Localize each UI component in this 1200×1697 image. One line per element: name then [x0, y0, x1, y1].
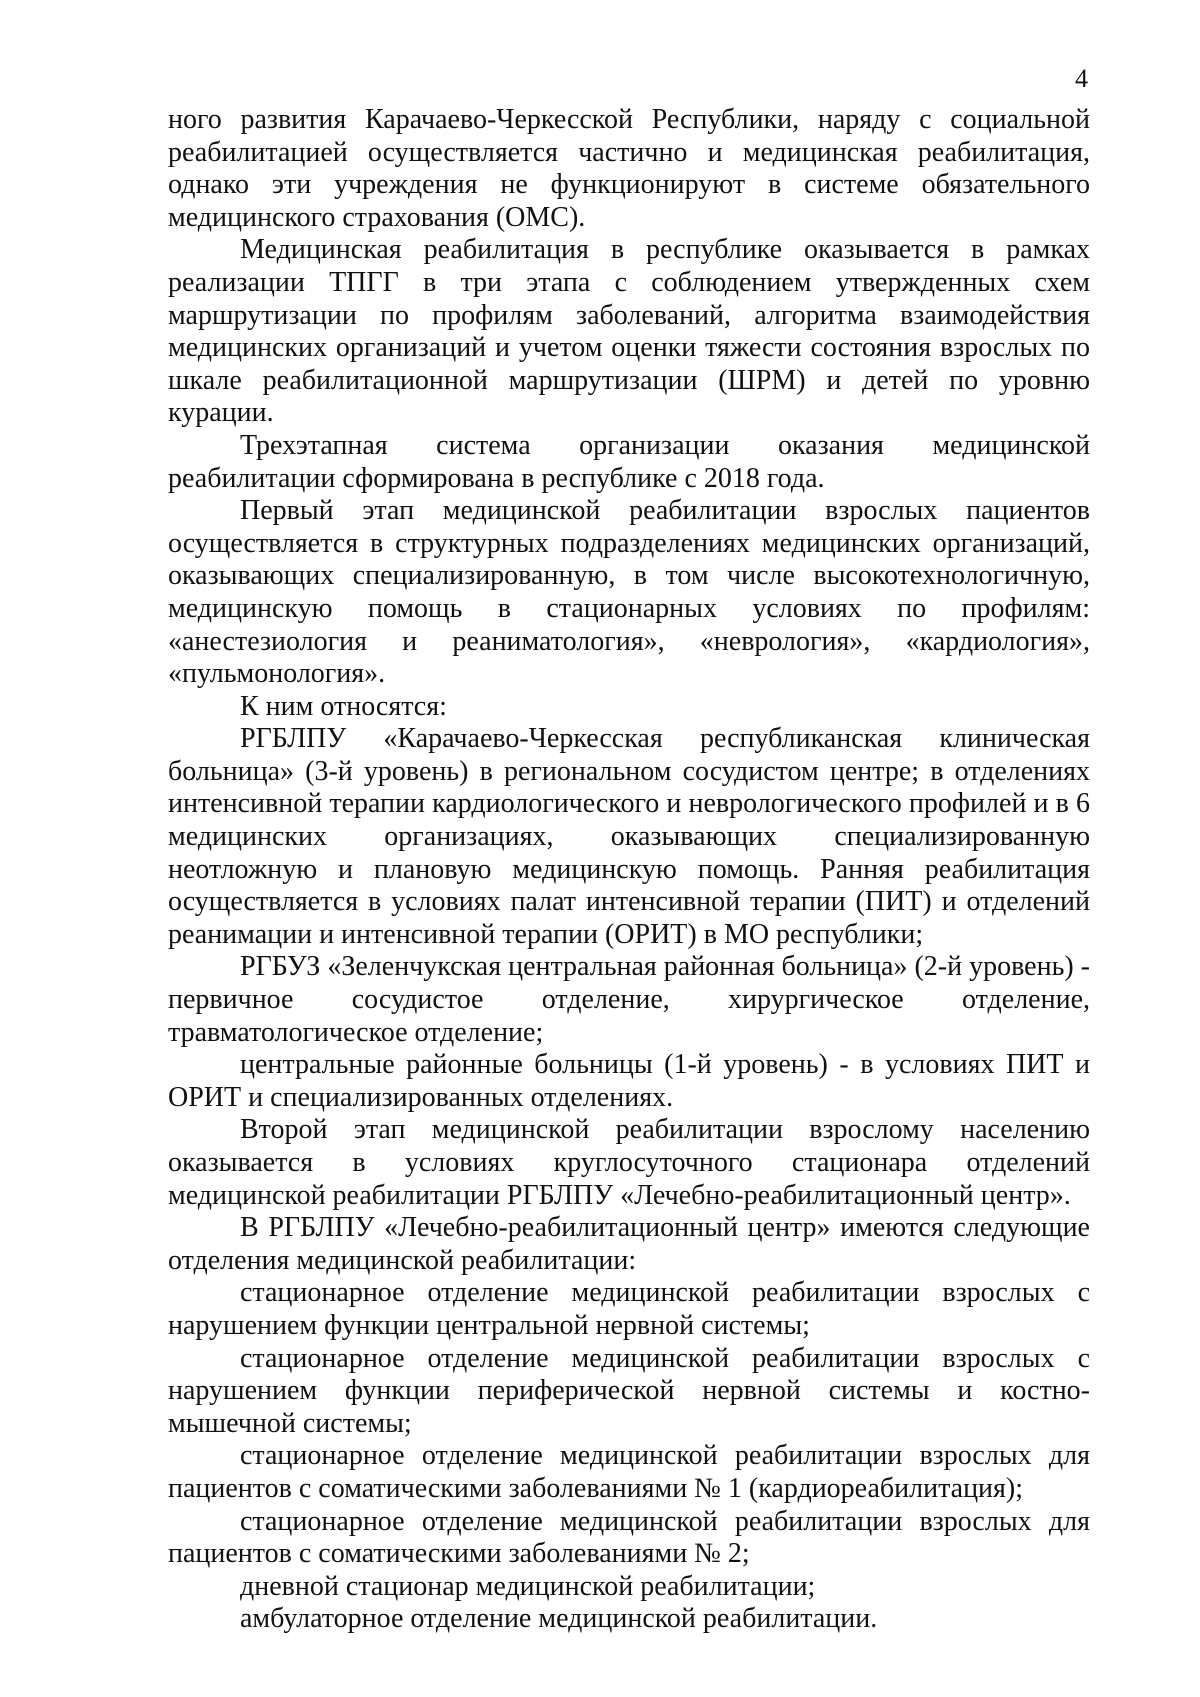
list-item-outpatient-department: амбулаторное отделение медицинской реабилитации. [240, 1603, 878, 1635]
paragraph-district-hospitals: центральные районные больницы (1-й уровень) - в условиях ПИТ и ОРИТ и специализированных отделениях. [168, 1049, 1090, 1113]
document-body [168, 104, 1090, 1636]
paragraph-second-stage: Второй этап медицинской реабилитации взрослому населению оказывается в условиях круглосуточного стационара отделений медицинской реабилитации РГБЛПУ «Лечебно-реабилитационный центр». [168, 1114, 1090, 1211]
list-item-cns-department: стационарное отделение медицинской реабилитации взрослых с нарушением функции центральной нервной системы; [168, 1277, 1090, 1341]
paragraph-rgblpu-hospital: РГБЛПУ «Карачаево-Черкесская республиканская клиническая больница» (3-й уровень) в региональном сосудистом центре; в отделениях интенсивной терапии кардиологического и неврологического профилей и в 6 медицинских организациях, оказывающих специализированную неотложную и плановую медицинскую помощь. Ранняя реабилитация осуществляется в условиях палат интенсивной терапии (ПИТ) и отделений реанимации и интенсивной терапии (ОРИТ) в МО республики; [168, 723, 1090, 950]
list-item-day-hospital: дневной стационар медицинской реабилитации; [240, 1570, 816, 1602]
list-item-somatic-2-department: стационарное отделение медицинской реабилитации взрослых для пациентов с соматическими заболеваниями № 2; [168, 1505, 1090, 1570]
list-item-somatic-1-department: стационарное отделение медицинской реабилитации взрослых для пациентов с соматическими заболеваниями № 1 (кардиореабилитация); [168, 1440, 1090, 1504]
paragraph-first-stage: Первый этап медицинской реабилитации взрослых пациентов осуществляется в структурных подразделениях медицинских организаций, оказывающих специализированную, в том числе высокотехнологичную, медицинскую помощь в стационарных условиях по профилям: «анестезиология и реаниматология», «неврология», «кардиология», «пульмонология». [168, 495, 1090, 690]
paragraph-zelenchuk-hospital: РГБУЗ «Зеленчукская центральная районная больница» (2-й уровень) - первичное сосудистое отделение, хирургическое отделение, травматологическое отделение; [168, 951, 1090, 1048]
paragraph-rehab-tpgg: Медицинская реабилитация в республике оказывается в рамках реализации ТПГГ в три этапа с соблюдением утвержденных схем маршрутизации по профилям заболеваний, алгоритма взаимодействия медицинских организаций и учетом оценки тяжести состояния взрослых по шкале реабилитационной маршрутизации (ШРМ) и детей по уровню курации. [168, 234, 1090, 429]
page-number: 4 [1075, 64, 1088, 93]
list-item-pns-department: стационарное отделение медицинской реабилитации взрослых с нарушением функции периферической нервной системы и костно-мышечной системы; [168, 1342, 1090, 1439]
paragraph-they-include: К ним относятся: [240, 690, 447, 722]
paragraph-rehab-center-departments: В РГБЛПУ «Лечебно-реабилитационный центр» имеются следующие отделения медицинской реабилитации: [168, 1212, 1090, 1276]
paragraph-three-stage-system: Трехэтапная система организации оказания медицинской реабилитации сформирована в республике с 2018 года. [168, 429, 1090, 494]
paragraph-continuation: ного развития Карачаево-Черкесской Республики, наряду с социальной реабилитацией осуществляется частично и медицинская реабилитация, однако эти учреждения не функционируют в системе обязательного медицинского страхования (ОМС). [168, 104, 1090, 233]
